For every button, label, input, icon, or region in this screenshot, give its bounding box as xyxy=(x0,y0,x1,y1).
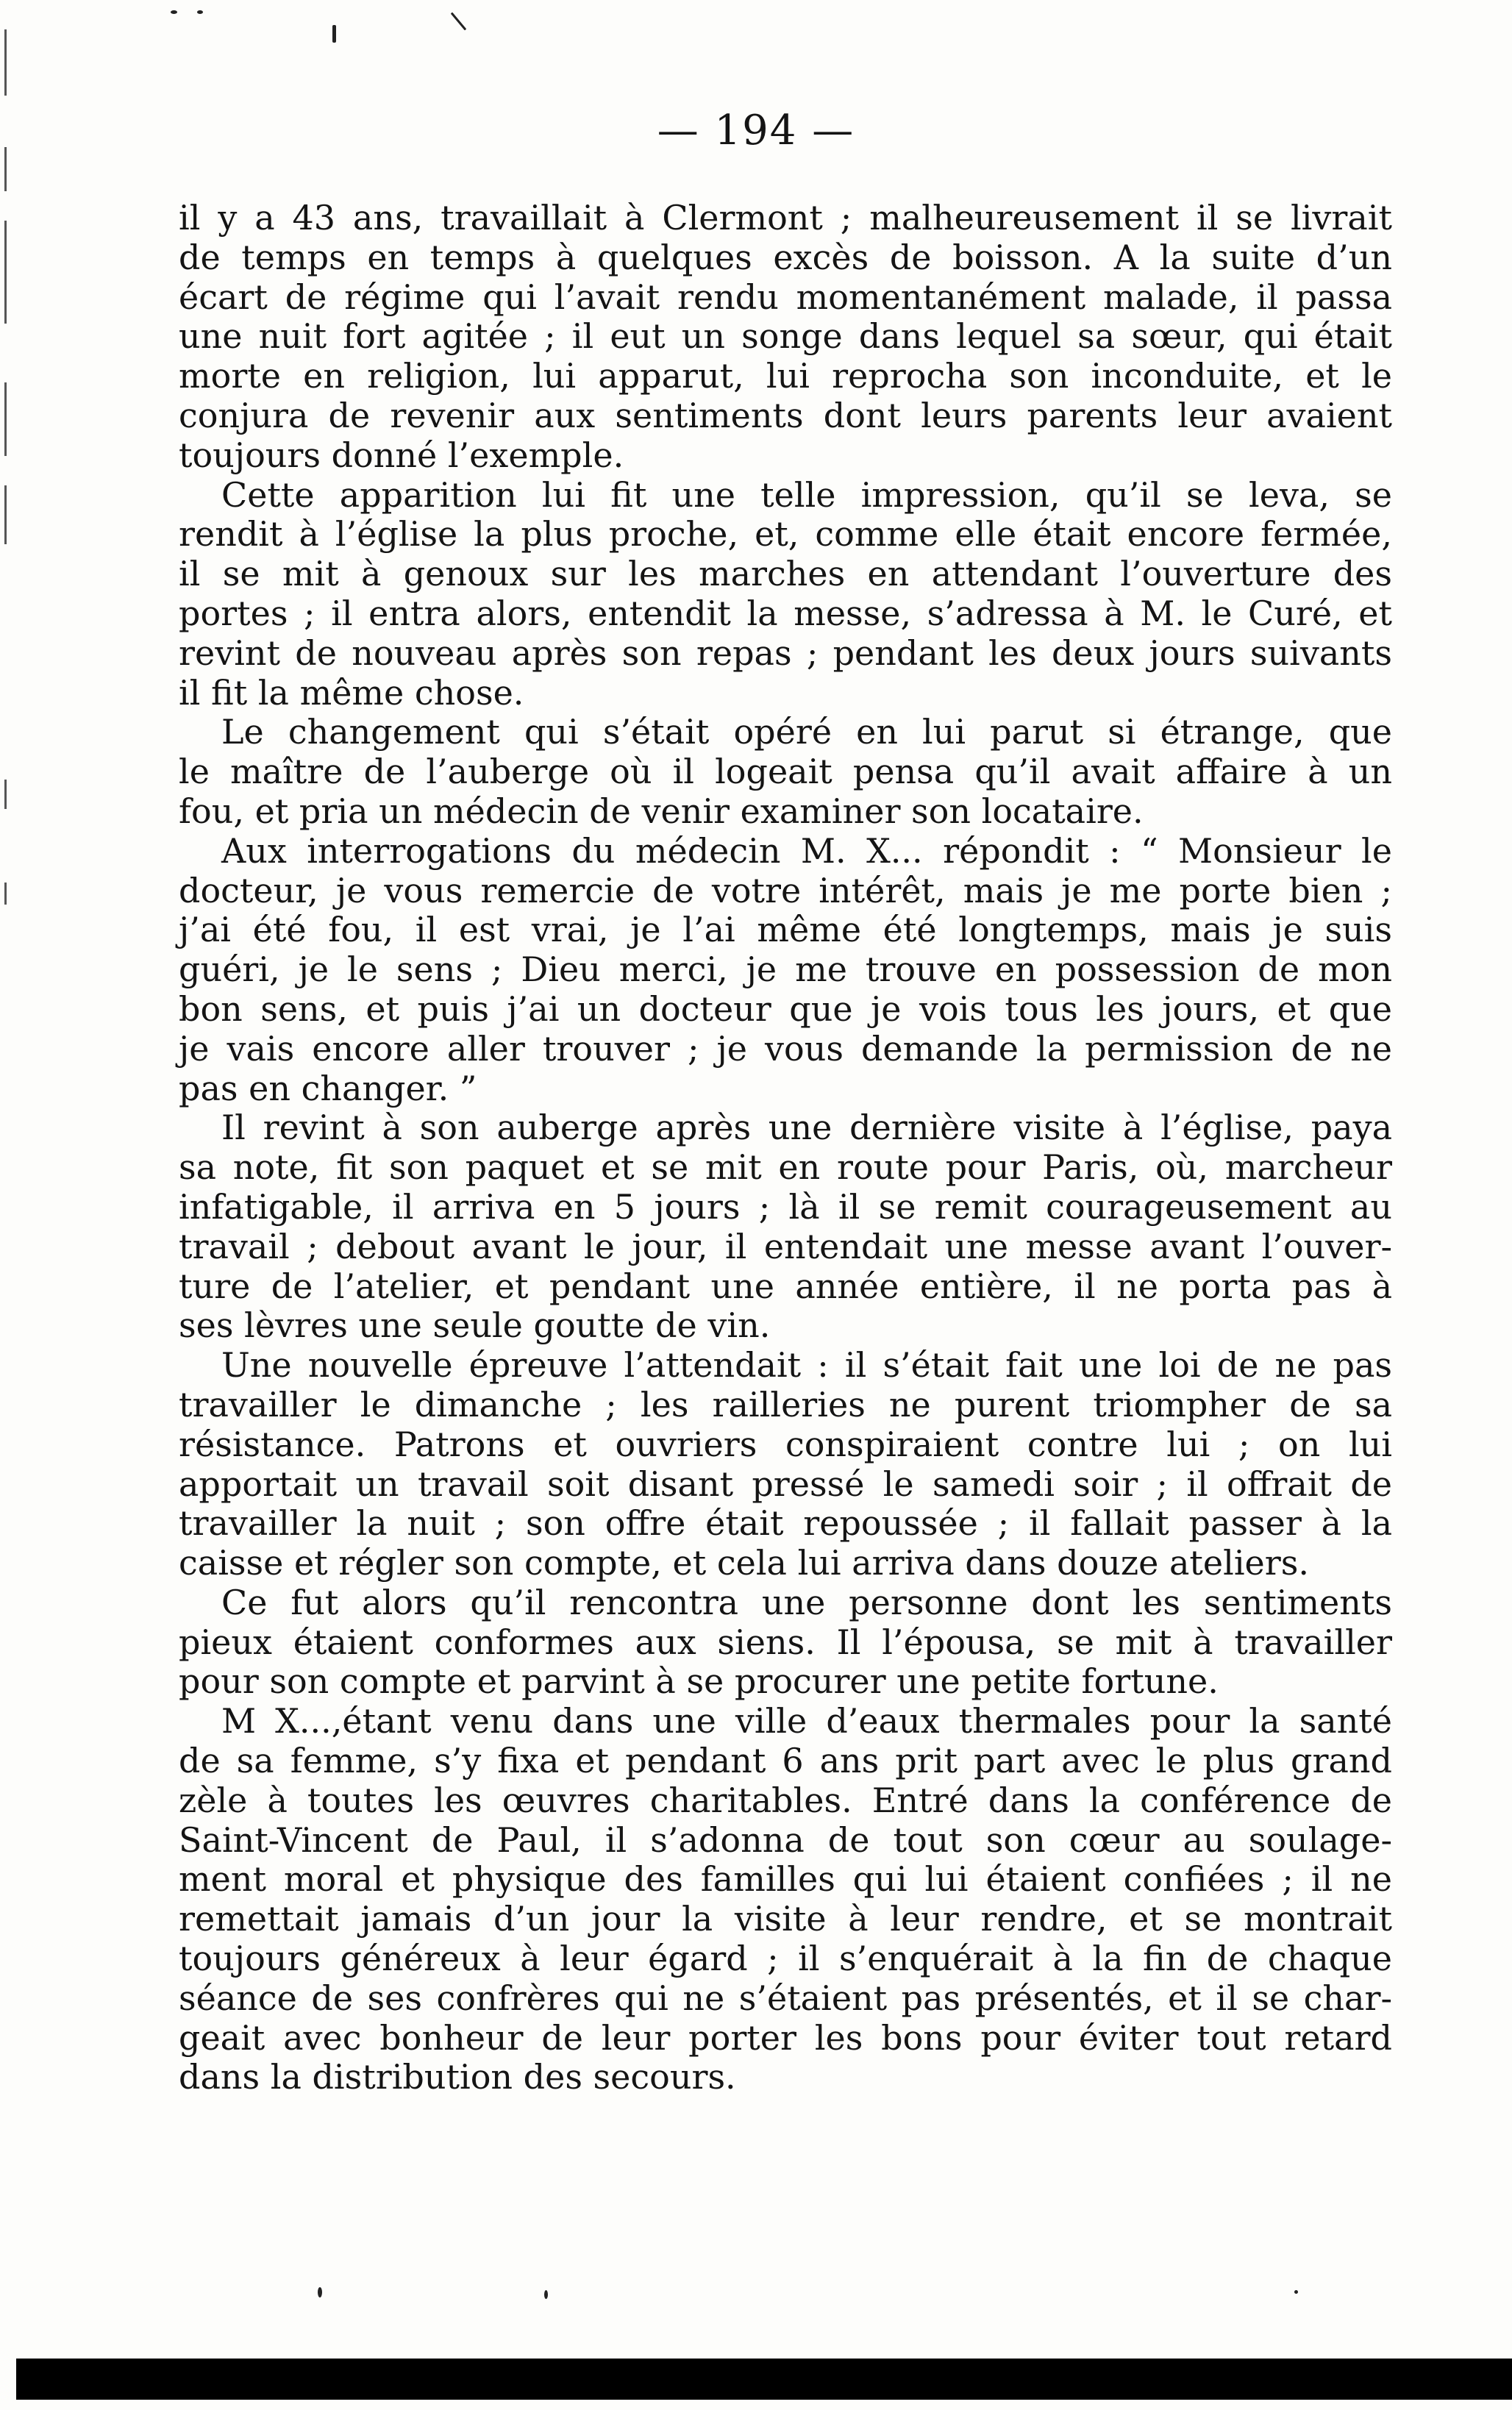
text-line: ture de l’atelier, et pendant une année entière, il ne porta pas à xyxy=(179,1266,1392,1306)
text-line: geait avec bonheur de leur porter les bons pour éviter tout retard xyxy=(179,2017,1392,2058)
text-line: revint de nouveau après son repas ; pendant les deux jours suivants xyxy=(179,632,1392,673)
text-line: toujours généreux à leur égard ; il s’enquérait à la fin de chaque xyxy=(179,1939,1392,1979)
text-line: je vais encore aller trouver ; je vous demande la permission de ne xyxy=(179,1028,1392,1069)
text-line: infatigable, il arriva en 5 jours ; là il se remit courageusement au xyxy=(179,1186,1392,1227)
scan-speck xyxy=(332,25,336,43)
text-line: docteur, je vous remercie de votre intérêt, mais je me porte bien ; xyxy=(179,870,1392,910)
text-line: une nuit fort agitée ; il eut un songe dans lequel sa sœur, qui était xyxy=(179,316,1392,357)
text-line: Une nouvelle épreuve l’attendait : il s’était fait une loi de ne pas xyxy=(221,1345,1392,1386)
scan-edge-mark xyxy=(4,147,7,191)
text-line: guéri, je le sens ; Dieu merci, je me trouve en possession de mon xyxy=(179,949,1392,990)
text-line: conjura de revenir aux sentiments dont leurs parents leur avaient xyxy=(179,395,1392,435)
scan-edge-mark xyxy=(4,780,7,809)
text-line: M X...,étant venu dans une ville d’eaux thermales pour la santé xyxy=(221,1701,1392,1741)
text-line: de temps en temps à quelques excès de boisson. A la suite d’un xyxy=(179,237,1392,277)
text-line: fou, et pria un médecin de venir examiner son locataire. xyxy=(179,791,1144,831)
text-line: travail ; debout avant le jour, il entendait une messe avant l’ouver- xyxy=(179,1226,1392,1266)
text-line: Aux interrogations du médecin M. X... répondit : “ Monsieur le xyxy=(221,830,1392,871)
scan-speck xyxy=(197,10,203,14)
text-line: portes ; il entra alors, entendit la messe, s’adressa à M. le Curé, et xyxy=(179,593,1392,633)
text-line: toujours donné l’exemple. xyxy=(179,435,624,475)
text-line: il fit la même chose. xyxy=(179,672,524,713)
body-text xyxy=(179,199,1392,2097)
text-line: zèle à toutes les œuvres charitables. Entré dans la conférence de xyxy=(179,1780,1392,1820)
text-line: dans la distribution des secours. xyxy=(179,2057,736,2097)
text-line: séance de ses confrères qui ne s’étaient pas présentés, et il se char- xyxy=(179,1978,1392,2018)
text-line: Saint-Vincent de Paul, il s’adonna de tout son cœur au soulage- xyxy=(179,1819,1392,1860)
text-line: Il revint à son auberge après une dernière visite à l’église, paya xyxy=(221,1108,1392,1148)
scan-speck xyxy=(544,2290,548,2299)
scan-edge-mark xyxy=(4,485,7,544)
text-line: pas en changer. ” xyxy=(179,1068,477,1108)
text-line: Le changement qui s’était opéré en lui parut si étrange, que xyxy=(221,712,1392,752)
text-line: de sa femme, s’y fixa et pendant 6 ans prit part avec le plus grand xyxy=(179,1741,1392,1781)
text-line: Cette apparition lui fit une telle impression, qu’il se leva, se xyxy=(221,474,1392,515)
text-line: apportait un travail soit disant pressé le samedi soir ; il offrait de xyxy=(179,1464,1392,1504)
text-line: résistance. Patrons et ouvriers conspiraient contre lui ; on lui xyxy=(179,1424,1392,1464)
page-number: — 194 — xyxy=(657,107,855,154)
text-line: pieux étaient conformes aux siens. Il l’épousa, se mit à travailler xyxy=(179,1622,1392,1662)
scan-edge-mark xyxy=(4,382,7,456)
text-line: morte en religion, lui apparut, lui reprocha son inconduite, et le xyxy=(179,356,1392,396)
scan-speck xyxy=(451,13,467,31)
scan-speck xyxy=(318,2287,322,2297)
scan-speck xyxy=(171,10,177,14)
scan-speck xyxy=(1294,2290,1298,2294)
text-line: ment moral et physique des familles qui lui étaient confiées ; il ne xyxy=(179,1859,1392,1900)
text-line: il se mit à genoux sur les marches en attendant l’ouverture des xyxy=(179,554,1392,594)
text-line: pour son compte et parvint à se procurer une petite fortune. xyxy=(179,1661,1219,1702)
text-line: remettait jamais d’un jour la visite à leur rendre, et se montrait xyxy=(179,1899,1392,1939)
text-line: caisse et régler son compte, et cela lui arriva dans douze ateliers. xyxy=(179,1543,1309,1583)
text-line: sa note, fit son paquet et se mit en route pour Paris, où, marcheur xyxy=(179,1147,1392,1188)
text-line: bon sens, et puis j’ai un docteur que je vois tous les jours, et que xyxy=(179,988,1392,1029)
text-line: ses lèvres une seule goutte de vin. xyxy=(179,1305,771,1346)
text-line: Ce fut alors qu’il rencontra une personne dont les sentiments xyxy=(221,1582,1392,1622)
text-line: travailler la nuit ; son offre était repoussée ; il fallait passer à la xyxy=(179,1503,1392,1544)
text-line: rendit à l’église la plus proche, et, comme elle était encore fermée, xyxy=(179,514,1392,555)
text-line: écart de régime qui l’avait rendu momentanément malade, il passa xyxy=(179,277,1392,317)
scan-edge-mark xyxy=(4,883,7,905)
text-line: j’ai été fou, il est vrai, je l’ai même été longtemps, mais je suis xyxy=(179,910,1392,950)
text-line: il y a 43 ans, travaillait à Clermont ; malheureusement il se livrait xyxy=(179,198,1392,238)
scan-edge-mark xyxy=(4,29,7,96)
bottom-scan-border xyxy=(16,2359,1512,2400)
scan-edge-mark xyxy=(4,221,7,324)
text-line: le maître de l’auberge où il logeait pensa qu’il avait affaire à un xyxy=(179,752,1392,792)
text-line: travailler le dimanche ; les railleries ne purent triompher de sa xyxy=(179,1384,1392,1425)
